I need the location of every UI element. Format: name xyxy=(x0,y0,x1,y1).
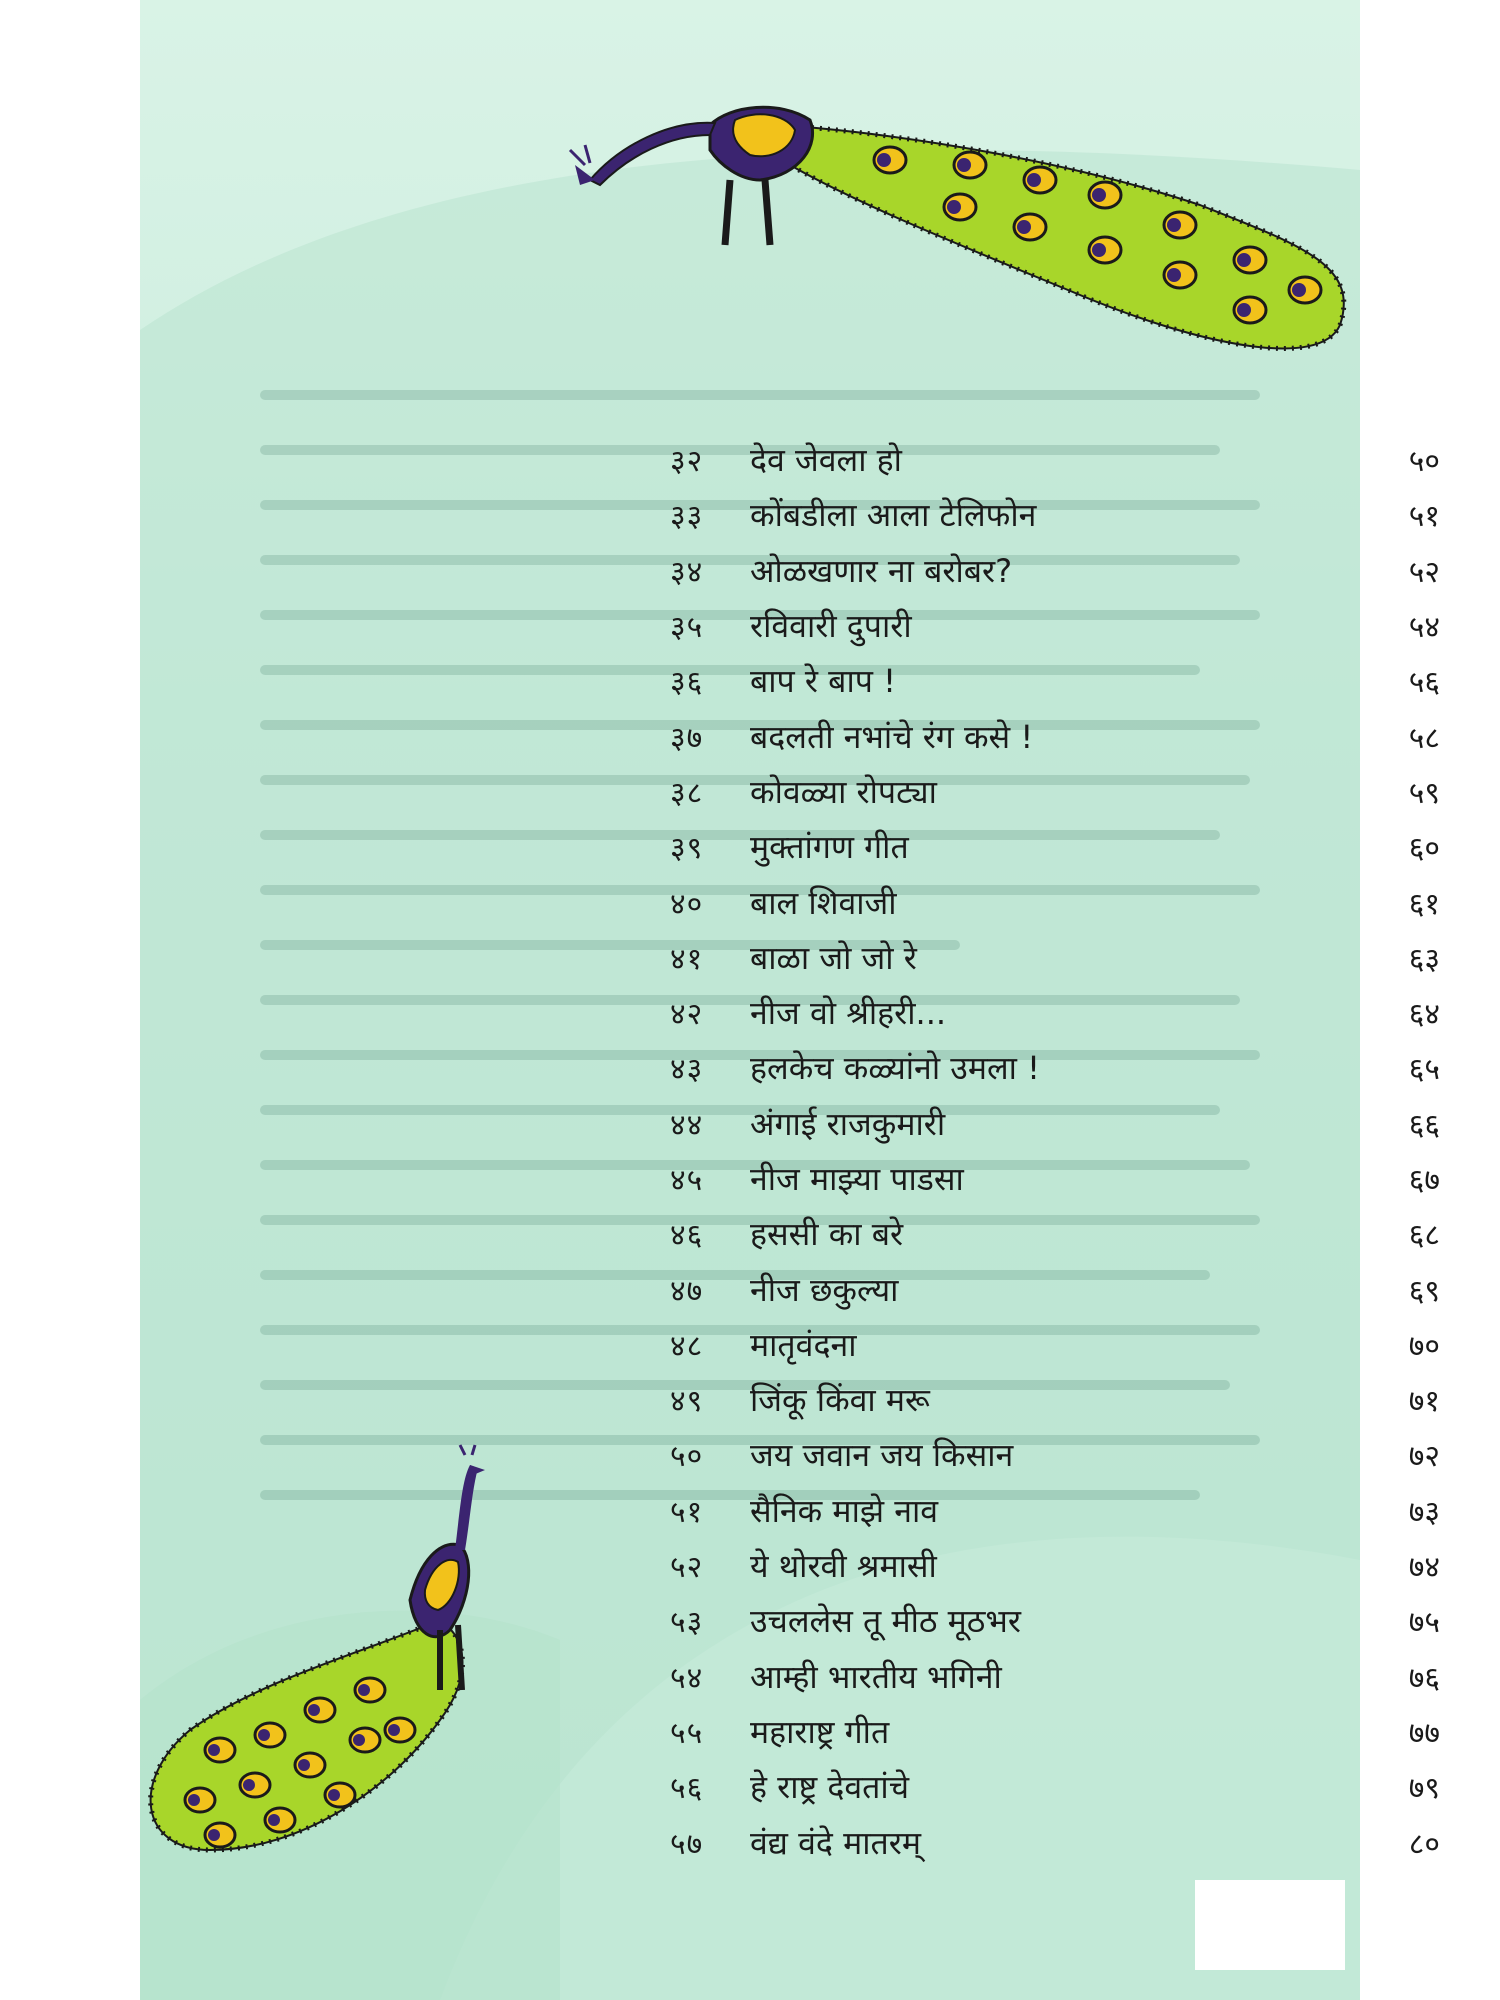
toc-title: हससी का बरे xyxy=(750,1215,904,1254)
toc-number: ४९ xyxy=(670,1384,704,1420)
toc-page: ७४ xyxy=(1408,1550,1440,1586)
toc-page: ६६ xyxy=(1408,1107,1440,1143)
toc-page: ७५ xyxy=(1408,1605,1440,1641)
toc-title: मुक्तांगण गीत xyxy=(750,828,909,867)
toc-title: वंद्य वंदे मातरम् xyxy=(750,1823,921,1862)
toc-row[interactable] xyxy=(670,1040,1440,1095)
toc-number: ५२ xyxy=(670,1550,704,1586)
toc-number: ५६ xyxy=(670,1771,704,1807)
toc-row[interactable] xyxy=(670,1814,1440,1869)
toc-title: मातृवंदना xyxy=(750,1325,857,1364)
toc-page: ७९ xyxy=(1408,1771,1440,1807)
toc-page: ६५ xyxy=(1408,1052,1440,1088)
toc-title: बाळा जो जो रे xyxy=(750,938,917,977)
toc-number: ५७ xyxy=(670,1826,704,1862)
toc-page: ६० xyxy=(1408,831,1440,867)
toc-number: ३८ xyxy=(670,775,704,811)
toc-page: ५८ xyxy=(1408,720,1440,756)
toc-page: ८० xyxy=(1408,1826,1440,1862)
toc-page: ७१ xyxy=(1408,1384,1440,1420)
toc-number: ३३ xyxy=(670,499,704,535)
book-page xyxy=(140,0,1440,2000)
peacock-top-illustration xyxy=(560,95,1360,355)
toc-title: नीज छकुल्या xyxy=(750,1270,899,1309)
toc-title: जिंकू किंवा मरू xyxy=(750,1381,930,1420)
toc-number: ५० xyxy=(670,1439,704,1475)
toc-number: ५४ xyxy=(670,1660,704,1696)
toc-page: ७० xyxy=(1408,1328,1440,1364)
toc-page: ५० xyxy=(1408,444,1440,480)
toc-row[interactable] xyxy=(670,1649,1440,1704)
toc-page: ६४ xyxy=(1408,997,1440,1033)
toc-number: ४५ xyxy=(670,1163,704,1198)
toc-page: ७३ xyxy=(1408,1494,1440,1530)
toc-row[interactable] xyxy=(670,1151,1440,1206)
toc-row[interactable] xyxy=(670,487,1440,542)
toc-row[interactable] xyxy=(670,819,1440,874)
toc-number: ४३ xyxy=(670,1052,704,1088)
toc-row[interactable] xyxy=(670,1704,1440,1759)
toc-title: कोंबडीला आला टेलिफोन xyxy=(750,496,1037,535)
toc-row[interactable] xyxy=(670,1427,1440,1482)
toc-number: ३५ xyxy=(670,610,704,646)
white-patch xyxy=(1195,1880,1345,1970)
toc-number: ४१ xyxy=(670,941,704,977)
toc-page: ५२ xyxy=(1408,554,1440,590)
toc-page: ५१ xyxy=(1408,499,1440,535)
toc-title: देव जेवला हो xyxy=(750,441,902,480)
toc-title: कोवळ्या रोपट्या xyxy=(750,772,937,811)
toc-row[interactable] xyxy=(670,1261,1440,1316)
toc-title: आम्ही भारतीय भगिनी xyxy=(750,1657,1002,1696)
toc-number: ४४ xyxy=(670,1107,704,1143)
toc-title: ओळखणार ना बरोबर? xyxy=(750,551,1013,590)
toc-page: ६७ xyxy=(1408,1163,1440,1198)
toc-row[interactable] xyxy=(670,1483,1440,1538)
peacock-bottom-illustration xyxy=(140,1450,600,1880)
toc-row[interactable] xyxy=(670,598,1440,653)
toc-title: नीज वो श्रीहरी... xyxy=(750,994,947,1033)
toc-row[interactable] xyxy=(670,930,1440,985)
toc-page: ६१ xyxy=(1408,886,1440,922)
toc-title: महाराष्ट्र गीत xyxy=(750,1712,890,1751)
toc-page: ७७ xyxy=(1408,1715,1440,1751)
toc-number: ४० xyxy=(670,886,704,922)
toc-number: ४६ xyxy=(670,1218,704,1254)
toc-row[interactable] xyxy=(670,653,1440,708)
toc-row[interactable] xyxy=(670,708,1440,763)
toc-title: बाल शिवाजी xyxy=(750,883,897,922)
toc-row[interactable] xyxy=(670,1096,1440,1151)
toc-row[interactable] xyxy=(670,1372,1440,1427)
toc-number: ३७ xyxy=(670,720,704,756)
toc-number: ३२ xyxy=(670,444,704,480)
toc-row[interactable] xyxy=(670,985,1440,1040)
toc-row[interactable] xyxy=(670,1317,1440,1372)
toc-page: ५६ xyxy=(1408,665,1440,701)
toc-row[interactable] xyxy=(670,1759,1440,1814)
toc-title: उचललेस तू मीठ मूठभर xyxy=(750,1602,1021,1641)
toc-row[interactable] xyxy=(670,764,1440,819)
toc-number: ३४ xyxy=(670,554,704,590)
toc-row[interactable] xyxy=(670,1593,1440,1648)
toc-title: ये थोरवी श्रमासी xyxy=(750,1547,937,1586)
toc-title: हे राष्ट्र देवतांचे xyxy=(750,1768,910,1807)
table-of-contents xyxy=(670,432,1440,1870)
toc-title: सैनिक माझे नाव xyxy=(750,1491,939,1530)
toc-title: बाप रे बाप ! xyxy=(750,662,896,701)
toc-number: ३९ xyxy=(670,831,704,867)
toc-title: जय जवान जय किसान xyxy=(750,1436,1014,1475)
toc-page: ६८ xyxy=(1408,1218,1440,1254)
toc-page: ७२ xyxy=(1408,1439,1440,1475)
toc-title: रविवारी दुपारी xyxy=(750,607,912,646)
toc-number: ४२ xyxy=(670,997,704,1033)
toc-row[interactable] xyxy=(670,1206,1440,1261)
toc-page: ६९ xyxy=(1408,1273,1440,1309)
toc-row[interactable] xyxy=(670,1538,1440,1593)
toc-title: नीज माझ्या पाडसा xyxy=(750,1160,964,1198)
toc-row[interactable] xyxy=(670,432,1440,487)
toc-number: ४७ xyxy=(670,1273,704,1309)
toc-page: ५९ xyxy=(1408,775,1440,811)
toc-number: ५३ xyxy=(670,1605,704,1641)
toc-title: हलकेच कळ्यांनो उमला ! xyxy=(750,1049,1040,1088)
toc-page: ५४ xyxy=(1408,610,1440,646)
toc-number: ५१ xyxy=(670,1494,704,1530)
toc-page: ७६ xyxy=(1408,1660,1440,1696)
toc-number: ३६ xyxy=(670,665,704,701)
toc-number: ५५ xyxy=(670,1715,704,1751)
toc-number: ४८ xyxy=(670,1328,704,1364)
toc-row[interactable] xyxy=(670,543,1440,598)
toc-title: अंगाई राजकुमारी xyxy=(750,1104,946,1143)
toc-title: बदलती नभांचे रंग कसे ! xyxy=(750,717,1034,756)
toc-page: ६३ xyxy=(1408,941,1440,977)
toc-row[interactable] xyxy=(670,874,1440,929)
